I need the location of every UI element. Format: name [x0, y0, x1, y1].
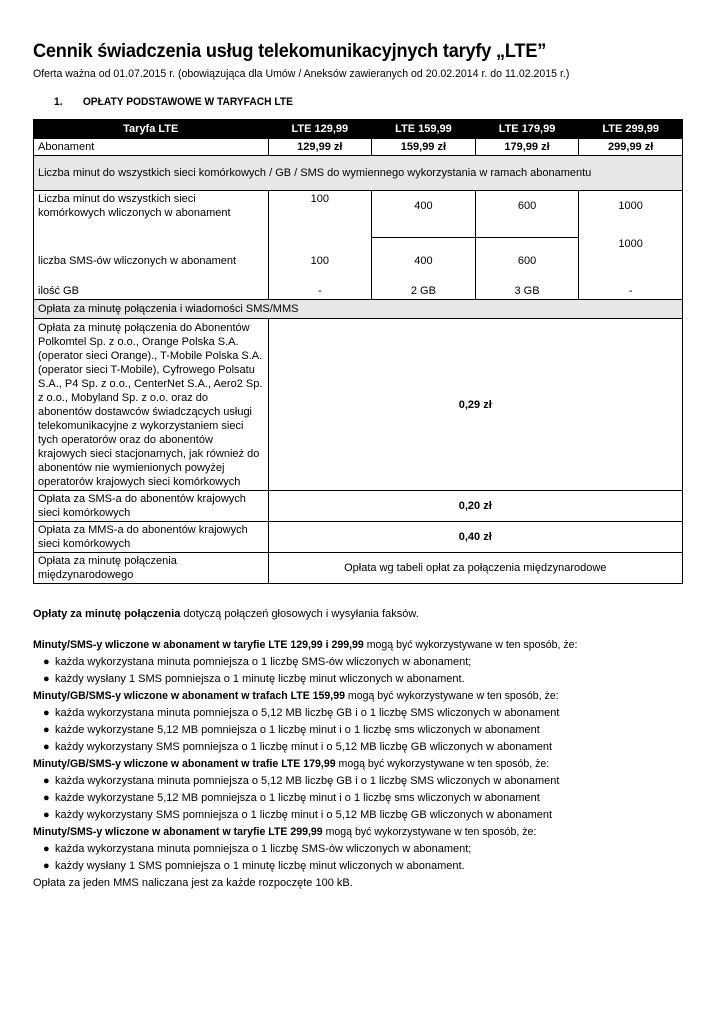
sms-fee-row — [34, 491, 683, 522]
note-lte129-299-bold: Minuty/SMS-y wliczone w abonament w taryfie LTE 129,99 i 299,99 — [33, 639, 364, 651]
list-lte299 — [33, 841, 693, 875]
list-item: ● każda wykorzystana minuta pomniejsza o 1 liczbę SMS-ów wliczonych w abonament; — [55, 841, 693, 858]
list-item: ● każda wykorzystana minuta pomniejsza o 5,12 MB liczbę GB i o 1 liczbę SMS wliczonych w abonament — [55, 705, 693, 722]
note-lte179-rest: mogą być wykorzystywane w ten sposób, że: — [335, 758, 550, 770]
subscription-129: 129,99 zł — [268, 139, 372, 156]
list-item: ● każda wykorzystana minuta pomniejsza o 5,12 MB liczbę GB i o 1 liczbę SMS wliczonych w abonament — [55, 773, 693, 790]
list-item: ● każde wykorzystane 5,12 MB pomniejsza o 1 liczbę minut i o 1 liczbę sms wliczonych w abonament — [55, 722, 693, 739]
note-lte159 — [33, 688, 693, 705]
note-lte299 — [33, 824, 693, 841]
bullet-icon: ● — [43, 775, 50, 787]
intl-fee-label: Opłata za minutę połączenia międzynarodowego — [34, 553, 269, 584]
document-subtitle: Oferta ważna od 01.07.2015 r. (obowiązująca dla Umów / Aneksów zawieranych od 20.02.2014 r. do 11.02.2015 r.) — [33, 68, 570, 80]
minutes-129: 100 — [268, 191, 372, 238]
note-lte299-bold: Minuty/SMS-y wliczone w abonament w taryfie LTE 299,99 — [33, 826, 323, 838]
bullet-icon: ● — [43, 843, 50, 855]
sms-299: 1000 — [579, 237, 683, 269]
note-mms: Opłata za jeden MMS naliczana jest za każde rozpoczęte 100 kB. — [33, 877, 353, 889]
note-lte159-bold: Minuty/GB/SMS-y wliczone w abonament w trafach LTE 159,99 — [33, 690, 345, 702]
sms-fee-value: 0,20 zł — [268, 491, 683, 522]
mms-fee-label: Opłata za MMS-a do abonentów krajowych sieci komórkowych — [34, 522, 269, 553]
bullet-icon: ● — [43, 809, 50, 821]
gb-129: - — [268, 269, 372, 300]
note-per-minute-rest: dotyczą połączeń głosowych i wysyłania faksów. — [180, 608, 419, 620]
list-lte179 — [33, 773, 693, 824]
note-lte159-rest: mogą być wykorzystywane w ten sposób, że: — [344, 690, 559, 702]
bullet-icon: ● — [43, 673, 50, 685]
subscription-159: 159,99 zł — [372, 139, 476, 156]
intl-fee-value: Opłata wg tabeli opłat za połączenia międzynarodowe — [268, 553, 683, 584]
document-page — [33, 38, 693, 892]
header-tariff: Taryfa LTE — [34, 120, 269, 139]
bullet-icon: ● — [43, 656, 50, 668]
mms-fee-value: 0,40 zł — [268, 522, 683, 553]
list-item: ● każdy wykorzystany SMS pomniejsza o 1 liczbę minut i o 5,12 MB liczbę GB wliczonych w abonament — [55, 807, 693, 824]
sms-129: 100 — [268, 237, 372, 269]
minutes-label: Liczba minut do wszystkich sieci komórkowych wliczonych w abonament — [34, 191, 269, 238]
exchangeable-header-row — [34, 156, 683, 191]
minutes-179: 600 — [475, 191, 579, 238]
list-item: ● każdy wysłany 1 SMS pomniejsza o 1 minutę liczbę minut wliczonych w abonament. — [55, 858, 693, 875]
price-table — [33, 119, 683, 584]
sms-fee-label: Opłata za SMS-a do abonentów krajowych sieci komórkowych — [34, 491, 269, 522]
note-per-minute-bold: Opłaty za minutę połączenia — [33, 608, 181, 620]
bullet-icon: ● — [43, 741, 50, 753]
subscription-299: 299,99 zł — [579, 139, 683, 156]
intl-fee-row — [34, 553, 683, 584]
table-header-row — [34, 120, 683, 139]
note-lte179-bold: Minuty/GB/SMS-y wliczone w abonament w trafie LTE 179,99 — [33, 758, 336, 770]
bullet-icon: ● — [43, 707, 50, 719]
bullet-icon: ● — [43, 724, 50, 736]
sms-159: 400 — [372, 237, 476, 269]
minutes-159: 400 — [372, 191, 476, 238]
notes — [33, 606, 693, 892]
list-item: ● każde wykorzystane 5,12 MB pomniejsza o 1 liczbę minut i o 1 liczbę sms wliczonych w abonament — [55, 790, 693, 807]
fees-header: Opłata za minutę połączenia i wiadomości SMS/MMS — [34, 300, 683, 319]
header-lte-159: LTE 159,99 — [372, 120, 476, 139]
mms-fee-row — [34, 522, 683, 553]
header-lte-299: LTE 299,99 — [579, 120, 683, 139]
bullet-icon: ● — [43, 860, 50, 872]
note-lte299-rest: mogą być wykorzystywane w ten sposób, że: — [322, 826, 537, 838]
call-fee-value: 0,29 zł — [268, 319, 683, 491]
note-per-minute — [33, 606, 693, 623]
list-lte159 — [33, 705, 693, 756]
gb-159: 2 GB — [372, 269, 476, 300]
list-item: ● każdy wykorzystany SMS pomniejsza o 1 liczbę minut i o 5,12 MB liczbę GB wliczonych w abonament — [55, 739, 693, 756]
note-lte129-299 — [33, 637, 693, 654]
subscription-179: 179,99 zł — [475, 139, 579, 156]
minutes-row — [34, 191, 683, 238]
list-item: ● każda wykorzystana minuta pomniejsza o 1 liczbę SMS-ów wliczonych w abonament; — [55, 654, 693, 671]
section-heading — [54, 95, 648, 109]
sms-row — [34, 237, 683, 269]
note-lte179 — [33, 756, 693, 773]
bullet-icon: ● — [43, 792, 50, 804]
section-title: OPŁATY PODSTAWOWE W TARYFACH LTE — [82, 96, 293, 108]
gb-label: ilość GB — [34, 269, 269, 300]
subscription-row — [34, 139, 683, 156]
document-title: Cennik świadczenia usług telekomunikacyjnych taryfy „LTE” — [33, 40, 547, 62]
header-lte-129: LTE 129,99 — [268, 120, 372, 139]
list-lte129-299 — [33, 654, 693, 688]
gb-299: - — [579, 269, 683, 300]
header-lte-179: LTE 179,99 — [475, 120, 579, 139]
minutes-299: 1000 — [579, 191, 683, 238]
call-fee-row — [34, 319, 683, 491]
note-lte129-299-rest: mogą być wykorzystywane w ten sposób, że: — [363, 639, 578, 651]
fees-header-row — [34, 300, 683, 319]
list-item: ● każdy wysłany 1 SMS pomniejsza o 1 minutę liczbę minut wliczonych w abonament. — [55, 671, 693, 688]
gb-row — [34, 269, 683, 300]
section-number: 1. — [54, 96, 63, 108]
sms-179: 600 — [475, 237, 579, 269]
call-fee-label: Opłata za minutę połączenia do Abonentów Polkomtel Sp. z o.o., Orange Polska S.A. (operator sieci Orange)., T-Mobile Polska S.A. (operator sieci T-Mobile), Cyfrowego Polsatu S.A., P4 Sp. z o.o., CenterNet S.A., Aero2 Sp. z o.o., Mobyland Sp. z o.o. oraz do abonentów dostawców świadczących usługi telekomunikacyjne z wykorzystaniem sieci tych operatorów oraz do abonentów krajowych sieci stacjonarnych, jak również do abonentów nie wymienionych powyżej operatorów krajowych sieci komórkowych — [34, 319, 269, 491]
subscription-label: Abonament — [34, 139, 269, 156]
gb-179: 3 GB — [475, 269, 579, 300]
sms-label: liczba SMS-ów wliczonych w abonament — [34, 237, 269, 269]
exchangeable-header: Liczba minut do wszystkich sieci komórkowych / GB / SMS do wymiennego wykorzystania w ramach abonamentu — [34, 156, 683, 191]
